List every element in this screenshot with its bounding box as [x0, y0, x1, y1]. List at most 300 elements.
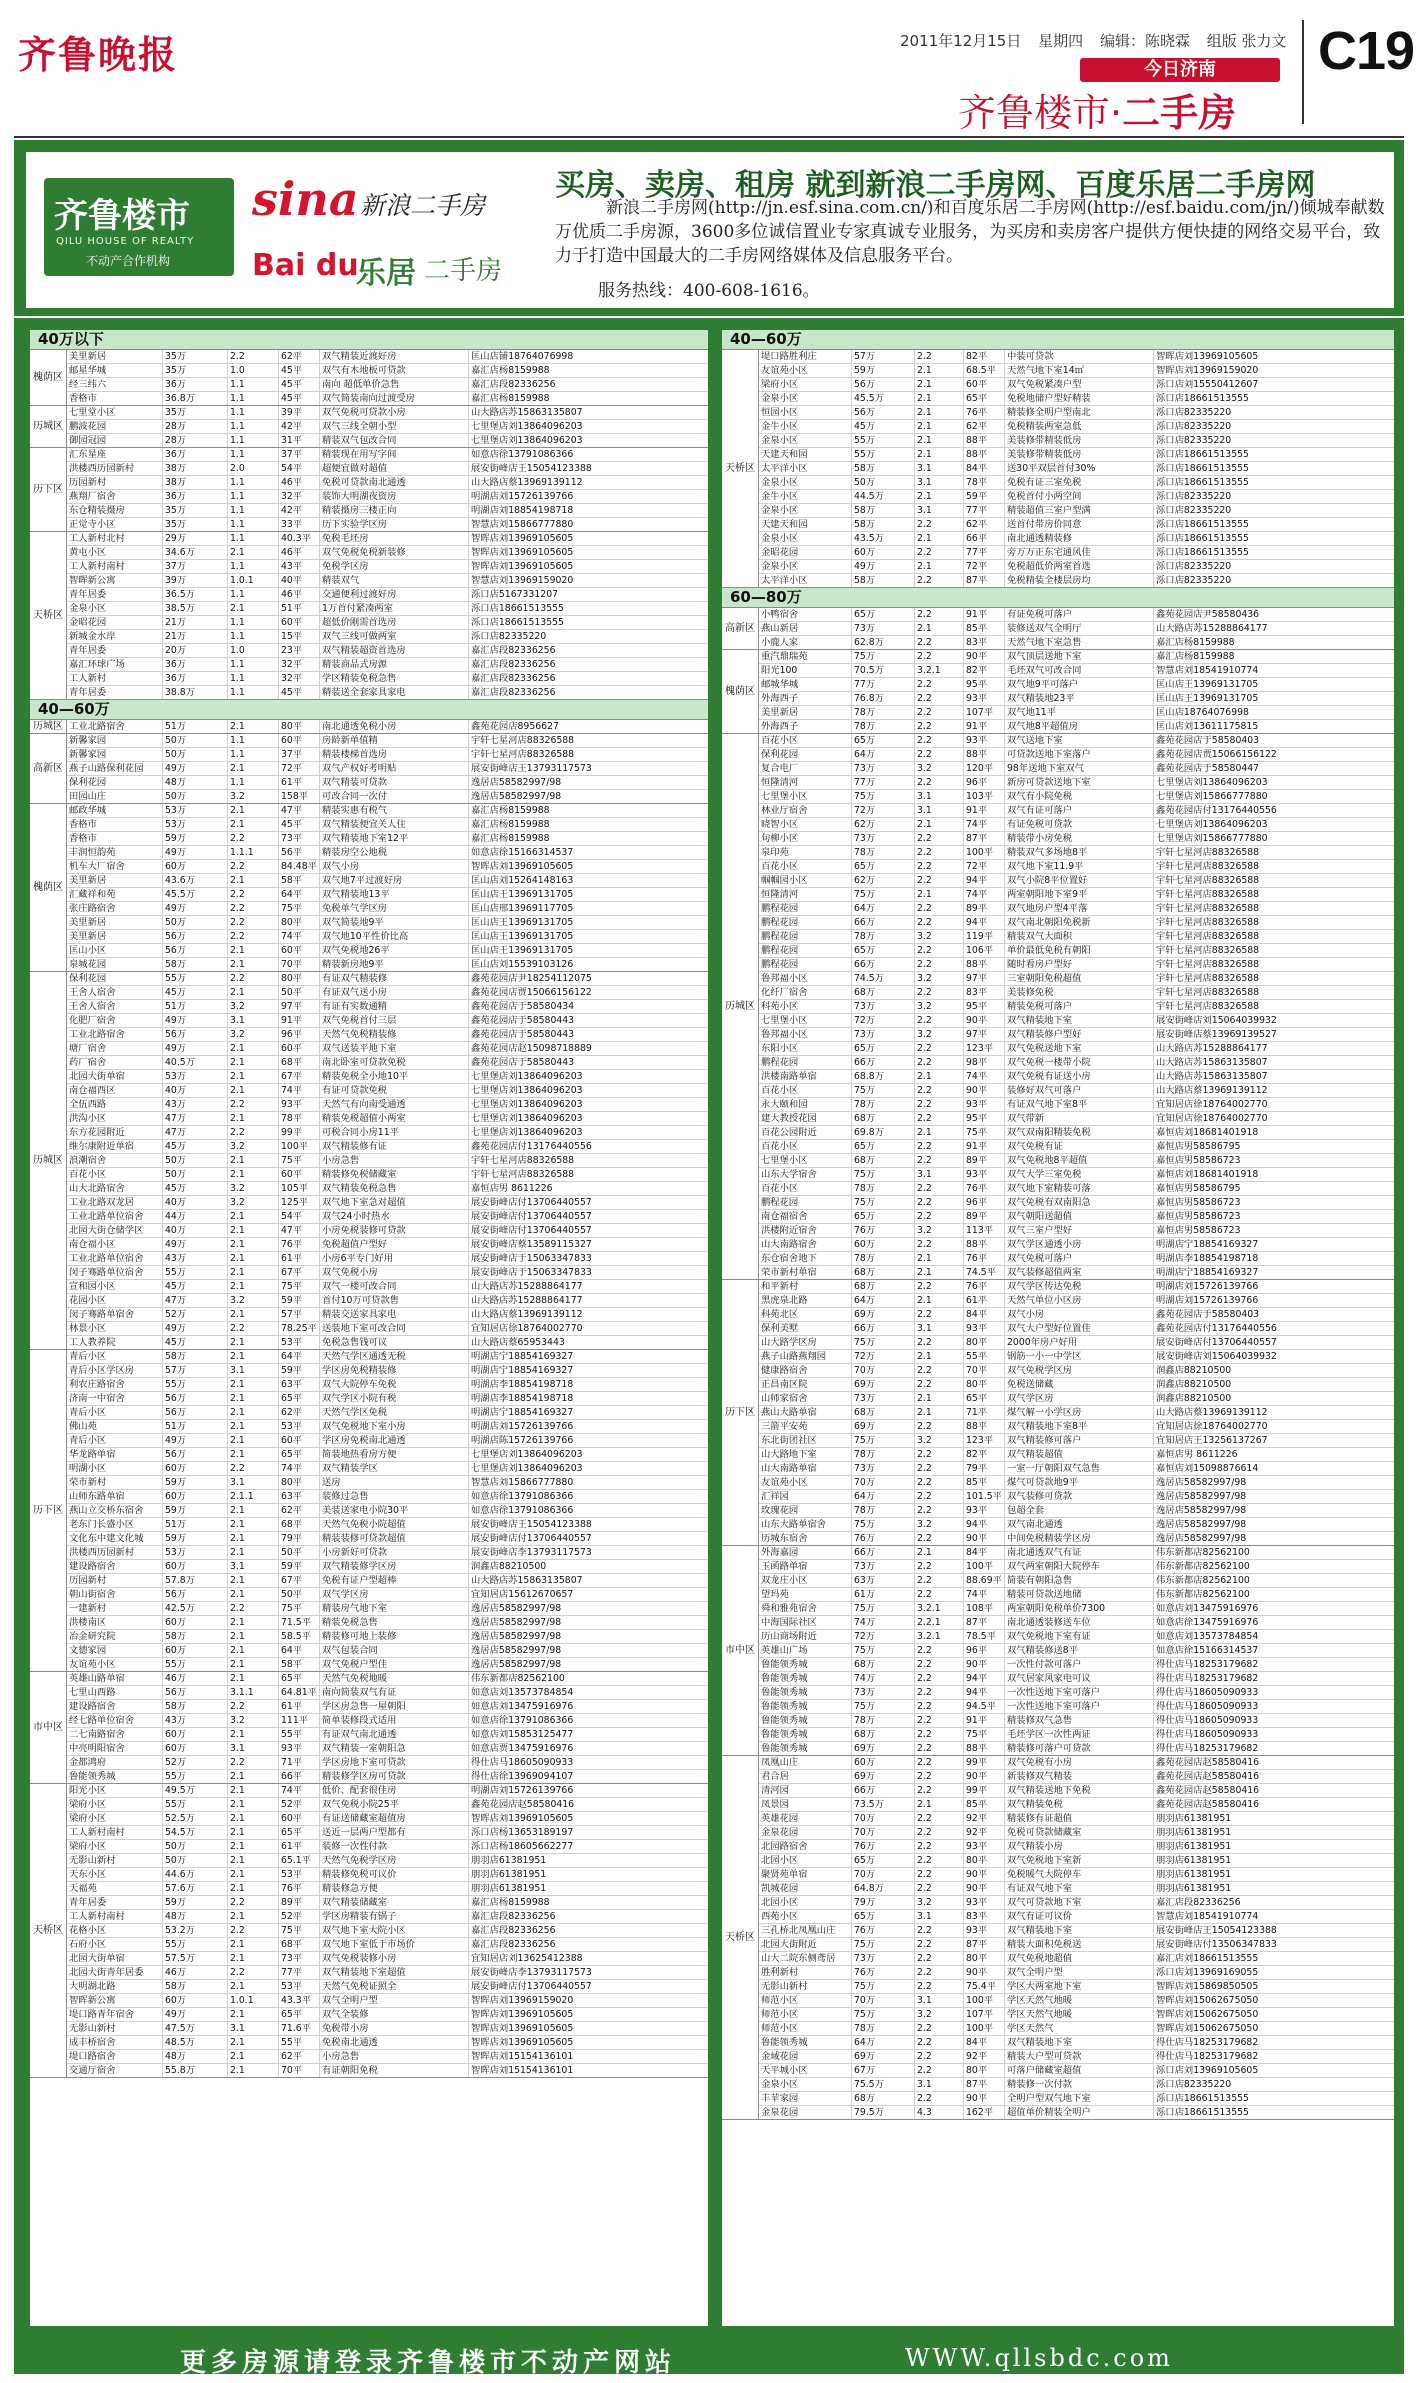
- listing-agency: 七里堡店刘13864096203: [471, 435, 583, 446]
- listing-area: 90平: [964, 650, 1005, 663]
- listing-price: 74.5万: [852, 972, 915, 985]
- listing-area: 99平: [964, 1756, 1005, 1769]
- listing-layout: 3.2.1: [915, 1602, 964, 1615]
- listing-price: 62万: [852, 818, 915, 831]
- listing-price: 43.5万: [852, 532, 915, 545]
- listing-row: [759, 930, 1394, 944]
- listing-name: 双龙庄小区: [759, 1574, 852, 1587]
- listing-name: 英雄花园: [759, 1812, 852, 1825]
- district-group: [30, 350, 708, 406]
- listing-layout: 2.2: [915, 1462, 964, 1475]
- listing-layout: 2.2: [915, 1784, 964, 1797]
- listing-agency: 鑫苑花园店赵58580416: [1156, 1799, 1260, 1810]
- listing-row: [759, 832, 1394, 846]
- listing-note: 双气免税可贷款小房: [320, 406, 469, 419]
- listing-row: [67, 1924, 708, 1938]
- listing-row: [759, 1154, 1394, 1168]
- listing-agency: 嘉汇店杨8159988: [471, 365, 550, 376]
- listing-name: 新馨家园: [67, 748, 163, 761]
- district-group: [30, 1784, 708, 2078]
- listing-agency: 泺口店18661513555: [471, 603, 564, 614]
- listing-note: 精装新房地9平: [320, 958, 469, 971]
- listing-note: 双气有木地板可贷款: [320, 364, 469, 377]
- listing-name: 无影山新村: [67, 2022, 163, 2035]
- listing-layout: 3.2: [228, 1182, 279, 1195]
- district-group: [722, 1546, 1394, 1756]
- listing-name: 洪楼附近宿舍: [759, 1224, 852, 1237]
- listing-layout: 2.1: [228, 1574, 279, 1587]
- listing-note: 天然气免税小院超值: [320, 1518, 469, 1531]
- listing-agency: 得仕店马18605090933: [1156, 1687, 1259, 1698]
- listing-price: 45万: [163, 1336, 228, 1349]
- listing-agency: 嘉汇店刘18661513555: [1156, 1953, 1259, 1964]
- listing-price: 78万: [852, 1182, 915, 1195]
- listing-price: 72万: [852, 1630, 915, 1643]
- listing-row: [759, 1966, 1394, 1980]
- listing-layout: 2.2: [915, 2050, 964, 2063]
- listing-price: 73万: [852, 1000, 915, 1013]
- listing-agency: 嘉汇店段82336256: [471, 645, 556, 656]
- listing-layout: 3.1: [228, 1364, 279, 1377]
- listing-layout: 2.2: [915, 1140, 964, 1153]
- listing-area: 79平: [964, 1462, 1005, 1475]
- listing-agency: 如意店徐13791086366: [471, 1505, 574, 1516]
- listing-name: 塘厂宿舍: [67, 1042, 163, 1055]
- listing-price: 50万: [163, 748, 228, 761]
- listing-agency: 匡山店王13969131705: [471, 945, 574, 956]
- listing-agency: 泺口店18661513555: [1156, 477, 1249, 488]
- listing-name: 北园小区: [759, 1854, 852, 1867]
- listing-price: 65万: [852, 1210, 915, 1223]
- listing-agency: 嘉汇店杨8159988: [471, 1897, 550, 1908]
- listing-area: 75平: [964, 1728, 1005, 1741]
- listing-name: 历山商场附近: [759, 1630, 852, 1643]
- listing-row: [67, 448, 708, 462]
- listing-price: 75万: [852, 2008, 915, 2021]
- district-rows: [759, 350, 1394, 587]
- listing-row: [67, 1420, 708, 1434]
- listing-note: 双气全明户型: [320, 1994, 469, 2007]
- listing-layout: 3.1.1: [228, 1686, 279, 1699]
- listing-price: 56万: [163, 1028, 228, 1041]
- listing-price: 53.2万: [163, 1924, 228, 1937]
- listing-layout: 2.2: [915, 860, 964, 873]
- district-rows: [759, 650, 1394, 733]
- listing-area: 39平: [279, 406, 320, 419]
- listing-agency: 七里堡店刘13864096203: [471, 1113, 583, 1124]
- listing-row: [759, 2050, 1394, 2064]
- listing-note: 双气24小时热水: [320, 1210, 469, 1223]
- listing-note: 简装有朝阳急售: [1005, 1574, 1154, 1587]
- listing-area: 93平: [964, 1924, 1005, 1937]
- listing-area: 90平: [964, 1658, 1005, 1671]
- listing-layout: 2.1: [228, 1266, 279, 1279]
- listing-agency: 匡山店刘13611175815: [1156, 721, 1259, 732]
- listing-name: 田园山庄: [67, 790, 163, 803]
- listing-agency: 智晖店刘13969105605: [471, 1813, 574, 1824]
- listing-layout: 2.2: [915, 1476, 964, 1489]
- listing-area: 40.3平: [279, 532, 320, 545]
- listing-layout: 1.1: [228, 734, 279, 747]
- listing-note: 有证双气地下室8平: [1005, 1098, 1154, 1111]
- listing-row: [67, 434, 708, 447]
- listing-layout: 3.1: [915, 476, 964, 489]
- listing-note: 双气地下室大院小区: [320, 1924, 469, 1937]
- listing-agency: 智慧店刘18541910774: [1156, 665, 1259, 676]
- listing-layout: 1.1: [228, 392, 279, 405]
- listing-note: 双气有小院免税: [1005, 790, 1154, 803]
- listing-layout: 2.2: [915, 1238, 964, 1251]
- listing-price: 43万: [163, 1252, 228, 1265]
- listing-note: 精装带小房免税: [1005, 832, 1154, 845]
- listing-layout: 2.2: [915, 776, 964, 789]
- listing-layout: 2.1: [228, 818, 279, 831]
- listing-layout: 3.1: [228, 2022, 279, 2035]
- listing-row: [67, 1714, 708, 1728]
- listing-agency: 得仕店马18253179682: [1156, 1659, 1259, 1670]
- listing-area: 88平: [964, 1238, 1005, 1251]
- listing-agency: 嘉汇店段82336256: [471, 1911, 556, 1922]
- baidu-leju: 乐居: [356, 256, 416, 291]
- listing-name: 凤景园: [759, 1798, 852, 1811]
- listing-agency: 嘉恒店男58586723: [1156, 1197, 1241, 1208]
- listing-row: [67, 1798, 708, 1812]
- listing-layout: 2.1: [228, 1308, 279, 1321]
- listing-price: 40万: [163, 1196, 228, 1209]
- listing-row: [759, 1210, 1394, 1224]
- listing-agency: 伟东新都店82562100: [1156, 1589, 1250, 1600]
- listing-note: 精装免税可落户: [1005, 1000, 1154, 1013]
- listing-area: 105平: [279, 1182, 320, 1195]
- listing-area: 40平: [279, 574, 320, 587]
- listing-agency: 泺口店82335220: [1156, 575, 1232, 586]
- listing-name: 梁府小区: [67, 1798, 163, 1811]
- listing-layout: 2.1: [228, 1406, 279, 1419]
- listing-area: 62平: [279, 350, 320, 363]
- listing-price: 35万: [163, 504, 228, 517]
- listing-agency: 展安街峰店付13706440557: [471, 1211, 592, 1222]
- listing-area: 96平: [279, 1028, 320, 1041]
- district-rows: [759, 1756, 1394, 2119]
- listing-note: 精装商品式房源: [320, 658, 469, 671]
- listing-agency: 嘉恒店男58586795: [1156, 1183, 1241, 1194]
- listing-name: 东仓宿舍地下: [759, 1252, 852, 1265]
- listing-agency: 嘉汇店段82336256: [471, 673, 556, 684]
- listing-note: 双气精装储藏室: [320, 1896, 469, 1909]
- listing-price: 40万: [163, 1084, 228, 1097]
- listing-row: [67, 1014, 708, 1028]
- listing-name: 山大南路单宿: [759, 1462, 852, 1475]
- listing-price: 59万: [163, 1504, 228, 1517]
- listing-layout: 2.2: [915, 1154, 964, 1167]
- listing-name: 东仓精装摄房: [67, 504, 163, 517]
- listing-layout: 2.2: [915, 1098, 964, 1111]
- listing-price: 66万: [852, 1056, 915, 1069]
- listing-note: 一次性付款可落户: [1005, 1658, 1154, 1671]
- listing-layout: 2.1.1: [228, 1490, 279, 1503]
- listing-area: 72平: [964, 560, 1005, 573]
- listing-price: 50万: [163, 734, 228, 747]
- listing-row: [67, 874, 708, 888]
- listing-layout: 3.1: [228, 1014, 279, 1027]
- listing-layout: 1.1: [228, 406, 279, 419]
- listing-price: 65万: [852, 1042, 915, 1055]
- listing-layout: 2.1: [915, 1798, 964, 1811]
- listing-layout: 2.1: [228, 1630, 279, 1643]
- listing-layout: 2.2: [915, 1504, 964, 1517]
- listing-row: [759, 1364, 1394, 1378]
- listing-price: 73万: [852, 1028, 915, 1041]
- listing-agency: 宜知居店刘13625412388: [471, 1953, 583, 1964]
- listing-note: 双气免税免税新装修: [320, 546, 469, 559]
- listing-layout: 2.2: [228, 1700, 279, 1713]
- listing-price: 77万: [852, 776, 915, 789]
- listing-row: [759, 1994, 1394, 2008]
- listing-name: 百花小区: [759, 1140, 852, 1153]
- listing-note: 精装修双气急售: [1005, 1714, 1154, 1727]
- listing-name: 鹏程花园: [759, 944, 852, 957]
- listing-area: 88平: [964, 434, 1005, 447]
- listing-row: [759, 846, 1394, 860]
- listing-price: 69万: [852, 1308, 915, 1321]
- listing-name: 一建新村: [67, 1602, 163, 1615]
- listing-layout: 2.1: [228, 1420, 279, 1433]
- listing-note: 1万首付紧凑两室: [320, 602, 469, 615]
- district-label: 高新区: [722, 608, 759, 649]
- listing-layout: 2.2: [228, 972, 279, 985]
- listing-agency: 七里堡店刘13864096203: [471, 1127, 583, 1138]
- listing-row: [67, 1364, 708, 1378]
- listing-name: 燕山立交桥东宿舍: [67, 1504, 163, 1517]
- listing-price: 47万: [163, 1112, 228, 1125]
- listing-agency: 展安街峰店刘15064039932: [1156, 1351, 1277, 1362]
- listing-row: [67, 644, 708, 658]
- listing-agency: 宇轩七星河店88326588: [1156, 973, 1260, 984]
- baidu-logo: Bai du: [252, 248, 359, 283]
- district-group: [30, 804, 708, 972]
- listing-area: 88.69平: [964, 1574, 1005, 1587]
- listing-agency: 朋羽店61381951: [471, 1869, 547, 1880]
- listing-price: 21万: [163, 616, 228, 629]
- listing-area: 50平: [279, 986, 320, 999]
- listing-layout: 2.1: [915, 364, 964, 377]
- listing-area: 60平: [279, 734, 320, 747]
- listing-row: [67, 602, 708, 616]
- listing-area: 84平: [964, 2036, 1005, 2049]
- listing-name: 历园新村: [67, 1574, 163, 1587]
- page-code: C19: [1318, 21, 1415, 81]
- listing-agency: 得仕店马18605090933: [1156, 1715, 1259, 1726]
- listing-note: 精装交送家具家电: [320, 1308, 469, 1321]
- listing-name: 金泉小区: [759, 392, 852, 405]
- listing-name: 中亮明阳宿舍: [67, 1742, 163, 1755]
- listing-row: [759, 378, 1394, 392]
- listing-area: 85平: [964, 622, 1005, 635]
- listing-note: 超值单价精装全明户: [1005, 2106, 1154, 2119]
- footer-website[interactable]: WWW.qllsbdc.com: [905, 2344, 1173, 2372]
- listing-note: 98年送地下室双气: [1005, 762, 1154, 775]
- listing-agency: 山大路店苏15288864177: [471, 1281, 583, 1292]
- listing-note: 小房新好可贷款: [320, 1546, 469, 1559]
- listing-layout: 2.1: [228, 1252, 279, 1265]
- listing-row: [67, 1616, 708, 1630]
- listing-price: 60万: [163, 1462, 228, 1475]
- listing-layout: 2.1: [228, 1378, 279, 1391]
- district-rows: [67, 406, 708, 447]
- listing-price: 49万: [163, 846, 228, 859]
- listing-price: 45万: [163, 1182, 228, 1195]
- listing-note: 学区房免税南北通透: [320, 1434, 469, 1447]
- listing-area: 80平: [964, 2064, 1005, 2077]
- listing-row: [67, 658, 708, 672]
- listing-layout: 2.2: [915, 1826, 964, 1839]
- listing-area: 37平: [279, 748, 320, 761]
- listing-price: 28万: [163, 420, 228, 433]
- listing-row: [759, 2106, 1394, 2119]
- listing-area: 74平: [964, 1070, 1005, 1083]
- listing-price: 60万: [852, 1756, 915, 1769]
- listing-note: 免税可贷款南北通透: [320, 476, 469, 489]
- listing-row: [759, 1560, 1394, 1574]
- listing-note: 双气免税可落户: [1005, 1252, 1154, 1265]
- listing-note: 双气免税学区房: [1005, 1364, 1154, 1377]
- listing-row: [759, 1028, 1394, 1042]
- listing-name: 鹏程花园: [759, 1056, 852, 1069]
- listing-agency: 嘉恒店刘18681401918: [1156, 1169, 1259, 1180]
- listing-area: 77平: [279, 1966, 320, 1979]
- listing-agency: 匡山店邢13969117705: [471, 903, 574, 914]
- listing-area: 74平: [279, 930, 320, 943]
- listing-area: 94.5平: [964, 1700, 1005, 1713]
- listing-price: 55万: [852, 448, 915, 461]
- listing-note: 双气精装超值: [1005, 1448, 1154, 1461]
- listing-agency: 匡山店刘15264148163: [471, 875, 574, 886]
- listing-note: 有证免税可贷款: [1005, 818, 1154, 831]
- listing-layout: 2.1: [228, 986, 279, 999]
- listing-name: 金泉小区: [759, 476, 852, 489]
- listing-agency: 嘉汇店杨8159988: [471, 393, 550, 404]
- listing-area: 73平: [279, 832, 320, 845]
- listing-note: 双气免税地下室小房: [320, 1420, 469, 1433]
- listing-area: 62平: [964, 420, 1005, 433]
- listing-price: 69万: [852, 1378, 915, 1391]
- listing-name: 浪潮宿舍: [67, 1154, 163, 1167]
- listing-area: 67平: [279, 1574, 320, 1587]
- listing-note: 双气地9平可落户: [1005, 678, 1154, 691]
- listing-price: 46万: [163, 1672, 228, 1685]
- listing-layout: 2.1: [228, 1350, 279, 1363]
- listing-layout: 2.1: [228, 1154, 279, 1167]
- listing-name: 友谊苑小区: [759, 364, 852, 377]
- listing-note: 双气免税有小房: [1005, 1756, 1154, 1769]
- listing-name: 维尔康附近单宿: [67, 1140, 163, 1153]
- banner-hotline: 服务热线：400-608-1616。: [598, 281, 820, 301]
- listing-note: 有证免税可落户: [1005, 608, 1154, 621]
- listing-layout: 1.0: [228, 364, 279, 377]
- listing-area: 68平: [279, 1056, 320, 1069]
- listing-note: 精装免税急售: [320, 1616, 469, 1629]
- listing-note: 装修好双气可落户: [1005, 1084, 1154, 1097]
- listing-row: [759, 776, 1394, 790]
- listing-name: 百花小区: [759, 1084, 852, 1097]
- listing-price: 44.5万: [852, 490, 915, 503]
- listing-area: 103平: [964, 790, 1005, 803]
- listing-agency: 七里堡店刘13864096203: [471, 1071, 583, 1082]
- listing-area: 80平: [964, 1336, 1005, 1349]
- listing-area: 58平: [279, 1658, 320, 1671]
- listing-row: [67, 1280, 708, 1294]
- listing-note: 双气地8平超值房: [1005, 720, 1154, 733]
- listing-agency: 泺口店82335220: [1156, 2079, 1232, 2090]
- listing-layout: 2.2: [915, 1210, 964, 1223]
- listing-name: 阳光小区: [67, 1784, 163, 1797]
- listing-agency: 展安街峰店蔡13589115327: [471, 1239, 592, 1250]
- listing-price: 60万: [163, 860, 228, 873]
- listing-row: [67, 1434, 708, 1448]
- listing-note: 双气学区小院有税: [320, 1392, 469, 1405]
- listing-area: 94平: [964, 874, 1005, 887]
- listing-row: [67, 1756, 708, 1770]
- listing-note: 中间免税精装学区房: [1005, 1532, 1154, 1545]
- listing-area: 75.4平: [964, 1980, 1005, 1993]
- listing-area: 59平: [279, 1560, 320, 1573]
- listing-note: 历下实验学区房: [320, 518, 469, 531]
- listing-agency: 朋羽店61381951: [1156, 1841, 1232, 1852]
- listing-price: 43万: [163, 1714, 228, 1727]
- listing-price: 47万: [163, 1294, 228, 1307]
- listing-layout: 2.2: [915, 1854, 964, 1867]
- listing-agency: 智晖店刘15062675050: [1156, 1995, 1259, 2006]
- listing-name: 帼帼园小区: [759, 874, 852, 887]
- listing-layout: 2.1: [915, 1266, 964, 1279]
- listing-row: [67, 1868, 708, 1882]
- listing-area: 94平: [964, 1518, 1005, 1531]
- district-label: 历城区: [30, 972, 67, 1349]
- listing-row: [759, 1784, 1394, 1798]
- listing-area: 64.81平: [279, 1686, 320, 1699]
- listing-note: 包超全套: [1005, 1504, 1154, 1517]
- listing-name: 燕翔厂宿舍: [67, 490, 163, 503]
- listing-area: 100平: [964, 1560, 1005, 1573]
- listing-note: 免税学区房: [320, 560, 469, 573]
- listing-agency: 匡山店王13969131705: [471, 889, 574, 900]
- listing-layout: 2.1: [228, 1798, 279, 1811]
- listing-area: 162平: [964, 2106, 1005, 2119]
- listing-note: 双气地房户型4平落: [1005, 902, 1154, 915]
- listing-agency: 得仕店马18605090933: [471, 1757, 574, 1768]
- listing-row: [759, 1224, 1394, 1238]
- listing-name: 天建天和园: [759, 518, 852, 531]
- listing-agency: 宇轩七星河店88326588: [1156, 889, 1260, 900]
- listing-agency: 泺口店82335220: [1156, 407, 1232, 418]
- listing-name: 黄屯小区: [67, 546, 163, 559]
- listing-area: 15平: [279, 630, 320, 643]
- listing-name: 无影山新村: [759, 1980, 852, 1993]
- listing-name: 凤凰山庄: [759, 1756, 852, 1769]
- listing-name: 师范小区: [759, 2008, 852, 2021]
- listing-name: 嘉汇环球广场: [67, 658, 163, 671]
- listing-price: 58万: [163, 1980, 228, 1993]
- listing-row: [759, 2078, 1394, 2092]
- listing-agency: 朋羽店61381951: [1156, 1869, 1232, 1880]
- listing-price: 50万: [852, 476, 915, 489]
- listing-area: 59平: [279, 1294, 320, 1307]
- listing-name: 香格市: [67, 832, 163, 845]
- listing-note: 双气精装修户型好: [1005, 1028, 1154, 1041]
- listing-note: 毛坯双气可改合同: [1005, 664, 1154, 677]
- listing-area: 66平: [279, 1770, 320, 1783]
- listing-note: 低价、配套很佳房: [320, 1784, 469, 1797]
